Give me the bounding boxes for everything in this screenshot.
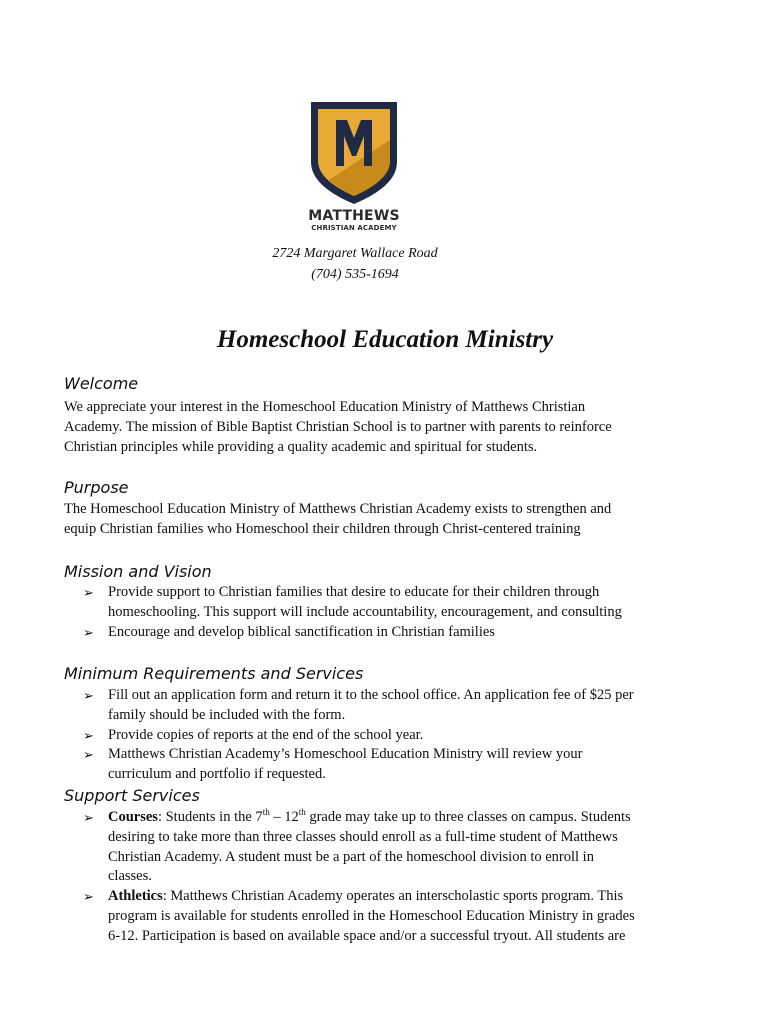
purpose-heading: Purpose: [64, 478, 129, 497]
welcome-line: We appreciate your interest in the Homeschool Education Ministry of Matthews Christian: [64, 399, 586, 415]
arrow-bullet-icon: ➢: [83, 688, 94, 703]
welcome-line: Christian principles while providing a quality academic and spiritual for students.: [64, 438, 538, 455]
list-item: ➢ Courses: Students in the 7th – 12th grade may take up to three classes on campus. Students desiring to take more than three classes should enroll as a full-time student of Matthews Christian Academy. A student must be a part of the homeschool division to enroll in classes.: [83, 807, 631, 885]
welcome-paragraph: [64, 398, 714, 457]
purpose-paragraph: [64, 500, 714, 540]
address-phone: (704) 535-1694: [311, 267, 399, 282]
arrow-bullet-icon: ➢: [83, 727, 94, 743]
logo-subtitle: CHRISTIAN ACADEMY: [311, 224, 397, 232]
purpose-line: The Homeschool Education Ministry of Matthews Christian Academy exists to strengthen and: [64, 501, 612, 517]
mission-heading: Mission and Vision: [64, 562, 212, 581]
arrow-bullet-icon: ➢: [83, 624, 94, 640]
requirements-heading: Minimum Requirements and Services: [64, 664, 364, 683]
page-title: Homeschool Education Ministry: [216, 326, 554, 353]
address-street: 2724 Margaret Wallace Road: [272, 246, 438, 261]
list-item: ➢ Encourage and develop biblical sanctification in Christian families: [64, 623, 714, 643]
list-item: ➢ Fill out an application form and return it to the school office. An application fee of $25 per family should be included with the form.: [83, 687, 634, 723]
arrow-bullet-icon: ➢: [83, 889, 94, 905]
logo-name: MATTHEWS: [308, 208, 400, 224]
arrow-bullet-icon: ➢: [83, 585, 94, 600]
list-item: ➢ Athletics: Matthews Christian Academy operates an interscholastic sports program. This program is available for students enrolled in the Homeschool Education Ministry in grades 6-12. Participation is based on available space and/or a successful tryout. All students are: [83, 888, 635, 944]
athletics-label: Athletics: [108, 888, 163, 905]
mission-list: [64, 583, 714, 642]
shield-crest-icon: [303, 100, 405, 206]
school-logo: [303, 100, 405, 240]
list-item: ➢ Matthews Christian Academy’s Homeschool Education Ministry will review your curriculum and portfolio if requested.: [83, 746, 583, 783]
courses-label: Courses: [108, 809, 158, 825]
arrow-bullet-icon: ➢: [83, 810, 94, 825]
purpose-line: equip Christian families who Homeschool their children through Christ-centered training: [64, 520, 581, 537]
welcome-line: Academy. The mission of Bible Baptist Christian School is to partner with parents to reinforce: [64, 418, 612, 435]
support-heading: Support Services: [64, 786, 200, 805]
support-list: [64, 808, 714, 947]
list-item: ➢ Provide support to Christian families that desire to educate for their children through homeschooling. This support will include accountability, encouragement, and consulting: [83, 584, 622, 620]
welcome-heading: Welcome: [64, 374, 139, 393]
list-item: ➢ Provide copies of reports at the end of the school year.: [64, 726, 714, 746]
arrow-bullet-icon: ➢: [83, 747, 94, 763]
requirements-list: [64, 686, 714, 785]
